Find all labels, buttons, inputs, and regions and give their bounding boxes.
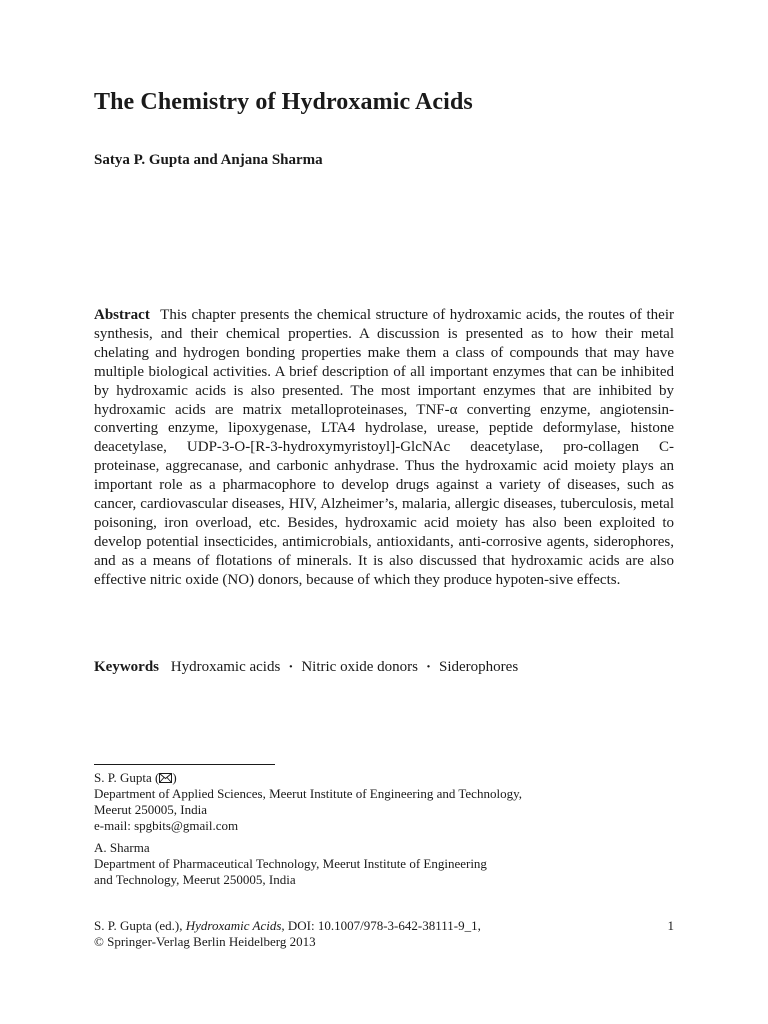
page-footer xyxy=(94,918,674,950)
abstract-line: sive effects. xyxy=(548,571,621,588)
keyword: Siderophores xyxy=(439,659,519,675)
affiliation-gupta xyxy=(94,770,654,834)
page-number: 1 xyxy=(667,918,674,933)
abstract-line: collagen C-proteinase, aggrecanase, and carbonic anhydrase. Thus the hydroxamic xyxy=(94,439,674,475)
envelope-icon xyxy=(159,771,172,781)
abstract-line: description of all important enzymes that can be inhibited by hydroxamic acids is xyxy=(94,363,675,399)
keyword-separator: · xyxy=(288,659,294,675)
keyword-separator: · xyxy=(425,659,431,675)
citation-editor: S. P. Gupta (ed.), xyxy=(94,918,186,933)
keywords-section xyxy=(94,657,674,677)
abstract-line: variety of diseases, such as cancer, cardiovascular diseases, HIV, Alzheimer’s, xyxy=(94,477,675,513)
abstract-line: converting enzyme, lipoxygenase, LTA4 hydrolase, urease, peptide deformylase, xyxy=(94,420,621,437)
citation-line xyxy=(94,918,674,934)
affiliation-line: Department of Applied Sciences, Meerut Institute of Engineering and Technology, xyxy=(94,786,522,801)
abstract-line: acids are matrix metalloproteinases, TNF-α converting enzyme, angiotensin- xyxy=(174,401,674,418)
affiliation-sharma xyxy=(94,840,654,888)
abstract-line: malaria, allergic diseases, tuberculosis, metal poisoning, iron overload, etc. xyxy=(94,496,674,531)
paper-title: The Chemistry of Hydroxamic Acids xyxy=(94,89,473,115)
citation-doi: , DOI: 10.1007/978-3-642-38111-9_1, xyxy=(281,918,481,933)
keyword: Nitric oxide donors xyxy=(301,659,418,675)
affiliation-name: S. P. Gupta xyxy=(94,770,152,785)
abstract-line: This chapter presents the chemical structure of hydroxamic acids, the xyxy=(160,307,584,323)
abstract-line: Besides, hydroxamic acid moiety has also been exploited to develop potential xyxy=(94,514,674,550)
author-list: Satya P. Gupta and Anjana Sharma xyxy=(94,152,323,168)
abstract-line: as a means of flotations of minerals. It is also discussed that hydroxamic acids are xyxy=(121,552,644,569)
email-address[interactable]: e-mail: spgbits@gmail.com xyxy=(94,818,239,833)
abstract-section xyxy=(94,306,674,590)
abstract-line: insecticides, antimicrobials, antioxidants, anti-corrosive agents, siderophores, and xyxy=(94,533,674,569)
affiliation-line: and Technology, Meerut 250005, India xyxy=(94,872,296,887)
affiliation-line: Department of Pharmaceutical Technology, Meerut Institute of Engineering xyxy=(94,856,487,871)
abstract-line: histone deacetylase, UDP-3-O-[R-3-hydroxymyristoyl]-GlcNAc deacetylase, pro- xyxy=(94,420,674,456)
affiliation-line: Meerut 250005, India xyxy=(94,802,208,817)
abstract-line: acid moiety plays an important role as a pharmacophore to develop drugs against a xyxy=(94,458,675,494)
abstract-line: as to how their metal chelating and hydrogen bonding properties make them a xyxy=(94,325,675,361)
abstract-heading: Abstract xyxy=(94,307,150,323)
abstract-line: also presented. The most important enzymes that are inhibited by hydroxamic xyxy=(94,382,674,418)
affiliation-name-line: S. P. Gupta ( ) xyxy=(94,770,177,785)
abstract-line: also effective nitric oxide (NO) donors, because of which they produce hypoten- xyxy=(94,552,675,588)
footnote-divider xyxy=(94,764,275,765)
copyright-line: © Springer-Verlag Berlin Heidelberg 2013 xyxy=(94,934,316,949)
keywords-heading: Keywords xyxy=(94,659,159,675)
abstract-line: routes of their synthesis, and their chemical properties. A discussion is presented xyxy=(94,307,675,342)
abstract-line: class of compounds that may have multiple biological activities. A brief xyxy=(94,344,674,380)
affiliation-name: A. Sharma xyxy=(94,840,150,855)
keyword: Hydroxamic acids xyxy=(170,659,281,675)
citation-book-title: Hydroxamic Acids xyxy=(185,918,282,933)
